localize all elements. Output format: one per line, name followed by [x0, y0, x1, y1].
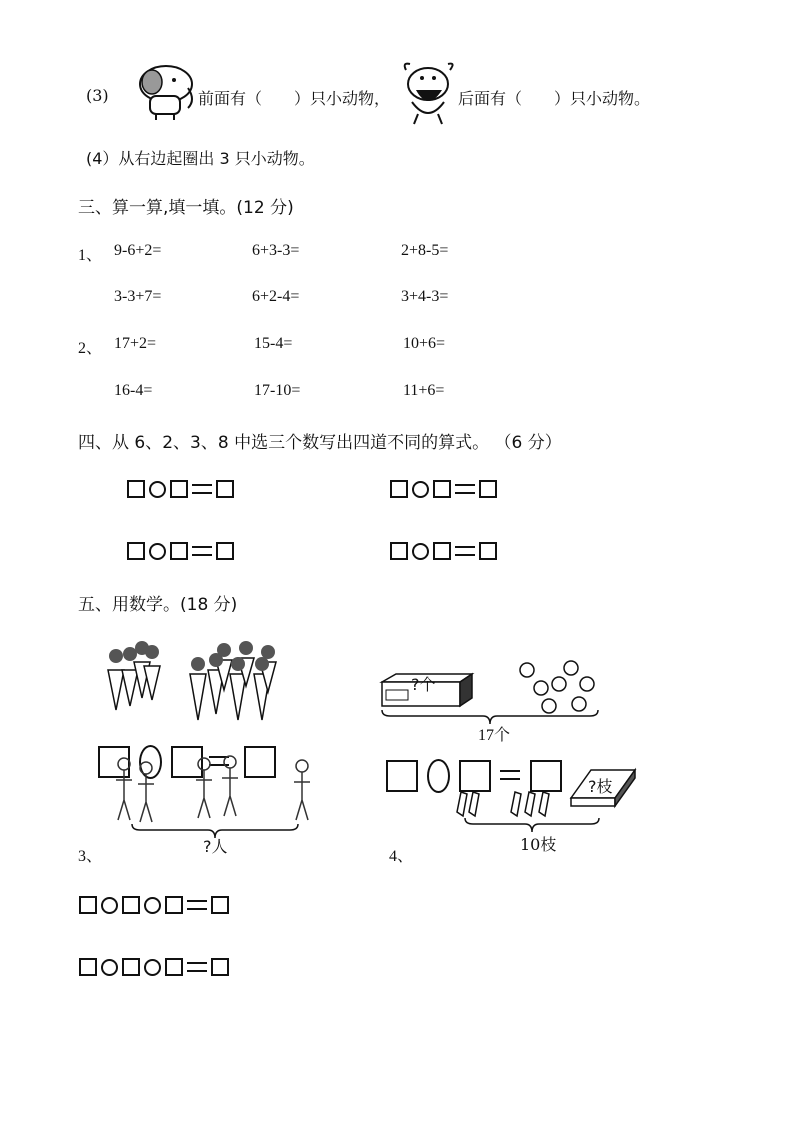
equation-template-2[interactable] — [390, 480, 497, 498]
expr-2-1: 17+2= — [114, 335, 157, 352]
section3-title: 三、算一算,填一填。(12 分) — [78, 198, 294, 218]
section5-title: 五、用数学。(18 分) — [78, 595, 238, 615]
children-icon — [112, 752, 322, 832]
expr-1-5: 6+2-4= — [252, 288, 300, 305]
expr-1-3: 2+8-5= — [401, 242, 449, 259]
p3-question: ?人 — [203, 837, 228, 856]
carrot-icon — [98, 640, 298, 724]
expr-2-5: 17-10= — [254, 382, 301, 399]
equation-template-4[interactable] — [390, 542, 497, 560]
p4-total: 17个 — [478, 727, 511, 744]
long-equation-template-1[interactable] — [79, 896, 229, 914]
p4-book-label: ?枝 — [588, 777, 613, 796]
expr-2-4: 16-4= — [114, 382, 153, 399]
p4-box-label: ?个 — [411, 675, 436, 694]
p4-operator-oval[interactable] — [427, 759, 450, 793]
expr-2-3: 10+6= — [403, 335, 446, 352]
q3-front-text: 前面有（ ）只小动物， — [198, 89, 391, 108]
p4-answer-box-2[interactable] — [459, 760, 491, 792]
expr-2-6: 11+6= — [403, 382, 445, 399]
p4-answer-box-3[interactable] — [530, 760, 562, 792]
expr-2-2: 15-4= — [254, 335, 293, 352]
q4-text: (4）从右边起圈出 3 只小动物。 — [86, 149, 315, 168]
expr-1-6: 3+4-3= — [401, 288, 449, 305]
p4-equals-sign — [500, 770, 520, 780]
expr-1-4: 3-3+7= — [114, 288, 162, 305]
long-equation-template-2[interactable] — [79, 958, 229, 976]
p4-answer-box-1[interactable] — [386, 760, 418, 792]
q3-back-text: 后面有（ ）只小动物。 — [458, 89, 651, 108]
section4-title: 四、从 6、2、3、8 中选三个数写出四道不同的算式。 （6 分） — [78, 433, 562, 453]
p4-pencils-total: 10枝 — [520, 835, 557, 854]
group1-label: 1、 — [78, 247, 103, 264]
expr-1-2: 6+3-3= — [252, 242, 300, 259]
q3-number: (3) — [86, 86, 109, 105]
p3-label: 3、 — [78, 848, 103, 865]
elephant-icon — [130, 62, 198, 122]
expr-1-1: 9-6+2= — [114, 242, 162, 259]
equation-template-1[interactable] — [127, 480, 234, 498]
equation-template-3[interactable] — [127, 542, 234, 560]
p4-label: 4、 — [389, 848, 414, 865]
cow-icon — [398, 62, 458, 126]
group2-label: 2、 — [78, 340, 103, 357]
